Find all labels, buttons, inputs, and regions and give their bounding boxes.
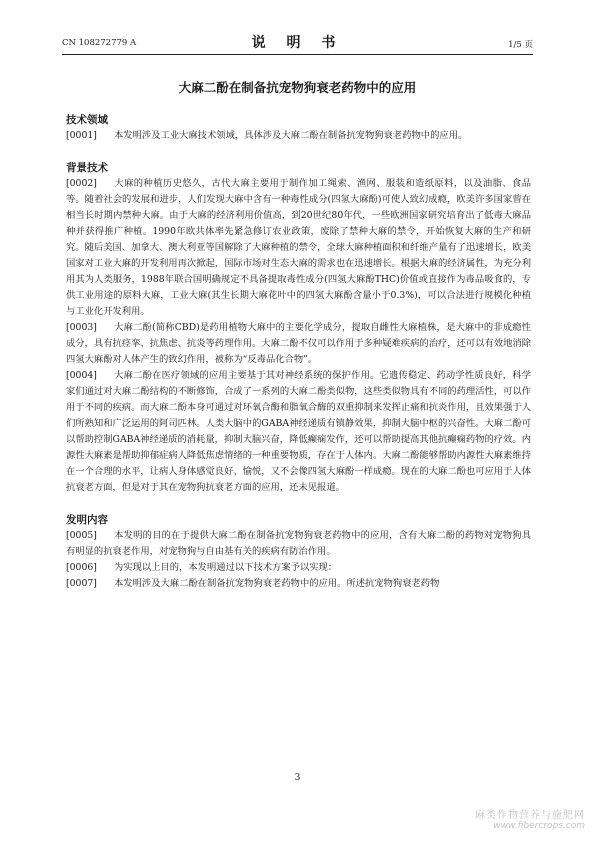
paragraph-number: [0002] — [66, 178, 97, 189]
paragraph-0004 — [66, 368, 531, 496]
paragraph-text: 为实现以上目的，本发明通过以下技术方案予以实现： — [114, 562, 338, 573]
paragraph-text: 大麻二酚在医疗领域的应用主要基于其对神经系统的保护作用。它遗传稳定、药动学性质良好，科学家们通过对大麻二酚结构的不断修饰，合成了一系列的大麻二酚类似物，这些类似物具有不同的药理活性，可以作用于不同的疾病。而大麻二酚本身可通过对环氧合酶和脂氧合酶的双重抑制来发挥止痛和抗炎作用，且效果强于人们所熟知和广泛运用的阿司匹林。人类大脑中的GABA神经递质有镇静效果，抑制大脑中枢的兴奋性。大麻二酚可以帮助控制GABA神经递质的消耗量，抑制大脑兴奋，降低癫痫发作，还可以帮助提高其他抗癫痫药物的疗效。内源性大麻素是帮助抑郁症病人降低焦虑情绪的一种重要物质，存在于人体内。大麻二酚能够帮助内源性大麻素维持在一个合理的水平，让病人身体感觉良好、愉悦，又不会像四氢大麻酚一样成瘾。现在的大麻二酚也可应用于人体抗衰老方面，但是对于其在宠物狗抗衰老方面的应用，还未见报道。 — [66, 370, 531, 493]
paragraph-number: [0003] — [66, 322, 97, 333]
paragraph-number: [0006] — [66, 562, 97, 573]
document-body — [66, 112, 531, 592]
paragraph-0007 — [66, 576, 531, 592]
page-number: 3 — [294, 773, 301, 783]
section-title-background: 背景技术 — [66, 162, 108, 174]
paragraph-number: [0004] — [66, 370, 97, 381]
paragraph-0005 — [66, 528, 531, 560]
paragraph-0006 — [66, 560, 531, 576]
watermark-site-name: 麻类作物营养与施肥网 — [475, 810, 585, 821]
page-header — [62, 30, 533, 55]
publication-number: CN 108272779 A — [62, 38, 137, 48]
paragraph-text: 大麻二酚(简称CBD)是药用植物大麻中的主要化学成分，提取自雌性大麻植株，是大麻中的非成瘾性成分，具有抗痉挛、抗焦虑、抗炎等药理作用。大麻二酚不仅可以作用于多种疑难疾病的治疗，还可以有效地消除四氢大麻酚对人体产生的致幻作用，被称为“反毒品化合物”。 — [66, 322, 531, 365]
page-count: 1/5 页 — [508, 40, 533, 50]
paragraph-text: 本发明的目的在于提供大麻二酚在制备抗宠物狗衰老药物中的应用，含有大麻二酚的药物对宠物狗具有明显的抗衰老作用，对宠物狗与自由基有关的疾病有防治作用。 — [66, 530, 531, 557]
paragraph-number: [0001] — [66, 130, 97, 141]
section-title-summary: 发明内容 — [66, 514, 108, 526]
paragraph-text: 大麻的种植历史悠久，古代大麻主要用于制作加工绳索、渔网、服装和造纸原料，以及油脂、食品等。随着社会的发展和进步，人们发现大麻中含有一种毒性成分(四氢大麻酚)可使人致幻成瘾，欧美许多国家曾在相当长时期内禁种大麻。由于大麻的经济利用价值高，到20世纪80年代，一些欧洲国家研究培育出了低毒大麻品种并获得推广种植。1990年欧共体率先紧急修订农业政策，废除了禁种大麻的禁令，开始恢复大麻的生产和研究。随后美国、加拿大、澳大利亚等国解除了大麻种植的禁令，全球大麻种植面积和纤维产量有了迅速增长，欧美国家对工业大麻的开发利用再次掀起，国际市场对生态大麻的需求也在迅速增长。根据大麻的经济属性，为充分利用其为人类服务，1988年联合国明确规定不具备提取毒性成分(四氢大麻酚THC)价值或直接作为毒品吸食的，专供工业用途的原料大麻，工业大麻(其生长期大麻花叶中的四氢大麻酚含量小于0.3%)，可以合法进行规模化种植与工业化开发利用。 — [66, 178, 531, 317]
site-watermark — [475, 806, 585, 831]
paragraph-text: 本发明涉及工业大麻技术领域，具体涉及大麻二酚在制备抗宠物狗衰老药物中的应用。 — [114, 130, 468, 141]
invention-title: 大麻二酚在制备抗宠物狗衰老药物中的应用 — [178, 80, 417, 95]
section-title-tech-field: 技术领域 — [66, 114, 108, 126]
paragraph-0001 — [66, 128, 531, 144]
paragraph-0003 — [66, 320, 531, 368]
paragraph-text: 本发明涉及大麻二酚在制备抗宠物狗衰老药物中的应用。所述抗宠物狗衰老药物 — [114, 578, 440, 589]
document-type-title: 说 明 书 — [251, 35, 344, 51]
paragraph-0002 — [66, 176, 531, 320]
paragraph-number: [0007] — [66, 578, 97, 589]
paragraph-number: [0005] — [66, 530, 97, 541]
watermark-url: www.fibercrops.com — [493, 821, 585, 831]
